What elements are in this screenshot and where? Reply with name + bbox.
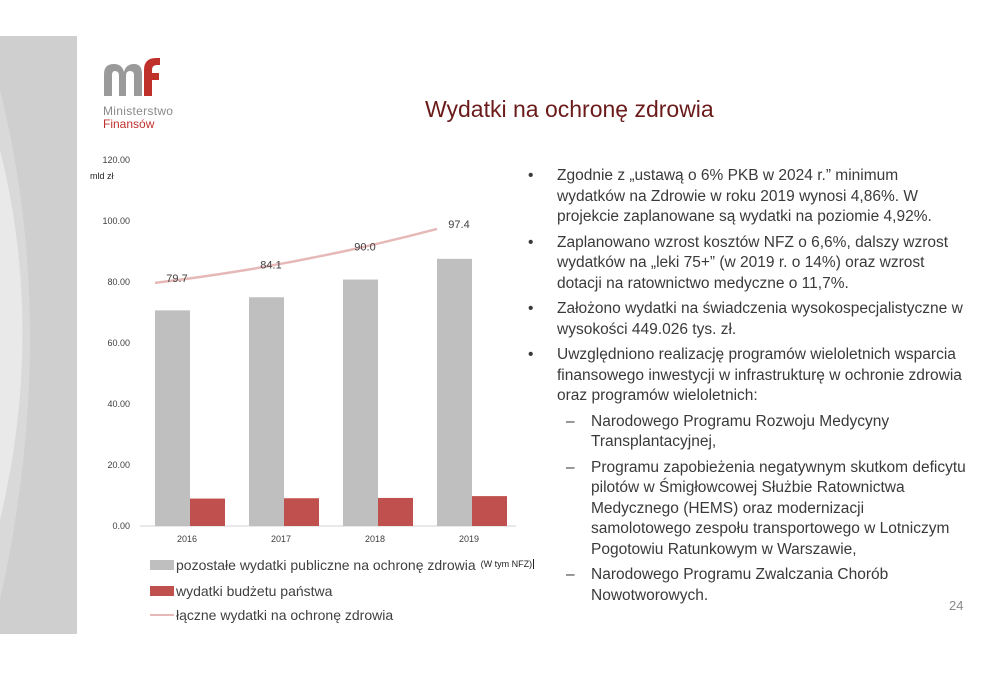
legend-label: pozostałe wydatki publiczne na ochronę zdrowia [176, 557, 476, 573]
y-tick-label: 20.00 [107, 460, 130, 470]
bar-other-public [437, 259, 472, 526]
legend-item-other-public [150, 557, 534, 573]
nfz-annotation: (W tym NFZ) [480, 558, 533, 569]
total-data-label: 84.1 [260, 259, 282, 272]
legend-swatch-red [150, 586, 174, 596]
slide-title: Wydatki na ochronę zdrowia [425, 96, 714, 122]
y-tick-label: 120.00 [102, 155, 130, 165]
ministry-logo-icon [102, 56, 162, 102]
bar-state-budget [472, 496, 507, 526]
legend-label: łączne wydatki na ochronę zdrowia [176, 607, 394, 623]
sub-bullet-item: – Narodowego Programu Rozwoju Medycyny Transplantacyjnej, [528, 412, 968, 453]
x-category-label: 2017 [270, 534, 292, 544]
total-data-label: 97.4 [448, 218, 470, 231]
legend-swatch-line [150, 614, 174, 616]
legend-swatch-gray [150, 560, 174, 570]
bullet-item: • Uwzględniono realizację programów wieloletnich wsparcia finansowego inwestycji w infrastrukturę w ochronie zdrowia oraz programów wieloletnich: [528, 345, 968, 407]
total-data-label: 79.7 [166, 272, 188, 285]
x-category-label: 2018 [364, 534, 386, 544]
health-spending-chart [90, 150, 530, 550]
series-other-public-spending [155, 259, 472, 526]
y-tick-label: 100.00 [102, 216, 130, 226]
legend-item-total [150, 607, 393, 623]
legend-item-state-budget [150, 583, 332, 599]
y-tick-label: 60.00 [107, 338, 130, 348]
series-total-line [155, 229, 437, 283]
bullet-item: • Założono wydatki na świadczenia wysokospecjalistyczne w wysokości 449.026 tys. zł. [528, 299, 968, 340]
bar-other-public [155, 310, 190, 526]
y-axis-unit: mld zł [90, 171, 114, 181]
y-tick-label: 40.00 [107, 399, 130, 409]
x-category-label: 2019 [458, 534, 480, 544]
y-tick-label: 0.00 [112, 521, 130, 531]
bar-other-public [343, 280, 378, 526]
bar-state-budget [190, 499, 225, 526]
total-data-label: 90.0 [354, 241, 376, 254]
bar-state-budget [378, 498, 413, 526]
y-tick-label: 80.00 [107, 277, 130, 287]
y-axis-ticks [102, 155, 130, 531]
x-category-label: 2016 [176, 534, 198, 544]
bullet-list [528, 166, 968, 611]
bar-state-budget [284, 498, 319, 526]
sub-bullet-item: – Programu zapobieżenia negatywnym skutkom deficytu pilotów w Śmigłowcowej Służbie Ratownictwa Medycznego (HEMS) oraz modernizacji samolotowego zespołu transportowego w Lotniczym Pogotowiu Ratunkowym w Warszawie, [528, 458, 968, 561]
bullet-item: • Zaplanowano wzrost kosztów NFZ o 6,6%, dalszy wzrost wydatków na „leki 75+” (w 2019 r. o 14%) oraz wzrost dotacji na ratownictwo medyczne o 11,7%. [528, 233, 968, 295]
bullet-item: • Zgodnie z „ustawą o 6% PKB w 2024 r.” minimum wydatków na Zdrowie w roku 2019 wynosi 4,86%. W projekcie zaplanowane są wydatki na poziomie 4,92%. [528, 166, 968, 228]
page-number: 24 [949, 598, 964, 613]
decorative-side-band [0, 0, 80, 674]
legend-label: wydatki budżetu państwa [176, 583, 333, 599]
logo-text-finance: Finansów [103, 117, 155, 131]
logo-text-ministry: Ministerstwo [103, 104, 174, 118]
bar-other-public [249, 297, 284, 526]
x-axis-categories [177, 534, 479, 544]
sub-bullet-item: – Narodowego Programu Zwalczania Chorób Nowotworowych. [528, 565, 968, 606]
